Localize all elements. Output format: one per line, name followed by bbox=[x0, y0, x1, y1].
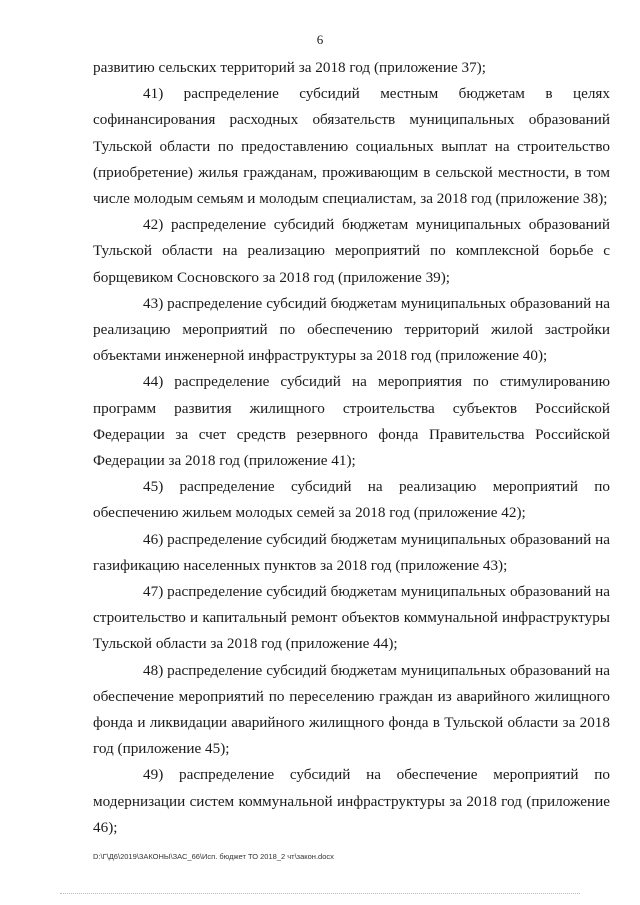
list-item-45: 45) распределение субсидий на реализацию мероприятий по обеспечению жильем молодых семей за 2018 год (приложение 42); bbox=[93, 478, 610, 522]
list-item-47: 47) распределение субсидий бюджетам муниципальных образований на строительство и капитальный ремонт объектов коммунальной инфраструктуры Тульской области за 2018 год (приложение 44); bbox=[93, 583, 610, 653]
list-item-44: 44) распределение субсидий на мероприятия по стимулированию программ развития жилищного строительства субъектов Российской Федерации за счет средств резервного фонда Правительства Российской Федерации за 2018 год (приложение 41); bbox=[93, 373, 610, 470]
document-body bbox=[93, 55, 610, 841]
list-item-41: 41) распределение субсидий местным бюджетам в целях софинансирования расходных обязательств муниципальных образований Тульской области по предоставлению социальных выплат на строительство (приобретение) жилья гражданам, проживающим в сельской местности, в том числе молодым семьям и молодым специалистам, за 2018 год (приложение 38); bbox=[93, 85, 610, 208]
list-item-48: 48) распределение субсидий бюджетам муниципальных образований на обеспечение мероприятий по переселению граждан из аварийного жилищного фонда и ликвидации аварийного жилищного фонда в Тульской области за 2018 год (приложение 45); bbox=[93, 661, 610, 758]
bottom-divider bbox=[60, 893, 580, 894]
footer-file-path: D:\Г\Д6\2019\ЗАКОНЫ\ЗАС_66\Исп. бюджет ТО 2018_2 чт\закон.docx bbox=[93, 852, 334, 861]
page-number: 6 bbox=[316, 32, 324, 47]
continuation-paragraph: развитию сельских территорий за 2018 год (приложение 37); bbox=[93, 59, 486, 76]
list-item-43: 43) распределение субсидий бюджетам муниципальных образований на реализацию мероприятий по обеспечению территорий жилой застройки объектами инженерной инфраструктуры за 2018 год (приложение 40); bbox=[93, 294, 610, 365]
list-item-46: 46) распределение субсидий бюджетам муниципальных образований на газификацию населенных пунктов за 2018 год (приложение 43); bbox=[93, 530, 610, 574]
list-item-49: 49) распределение субсидий на обеспечение мероприятий по модернизации систем коммунальной инфраструктуры за 2018 год (приложение 46); bbox=[93, 766, 610, 836]
list-item-42: 42) распределение субсидий бюджетам муниципальных образований Тульской области на реализацию мероприятий по комплексной борьбе с борщевиком Сосновского за 2018 год (приложение 39); bbox=[93, 216, 610, 286]
